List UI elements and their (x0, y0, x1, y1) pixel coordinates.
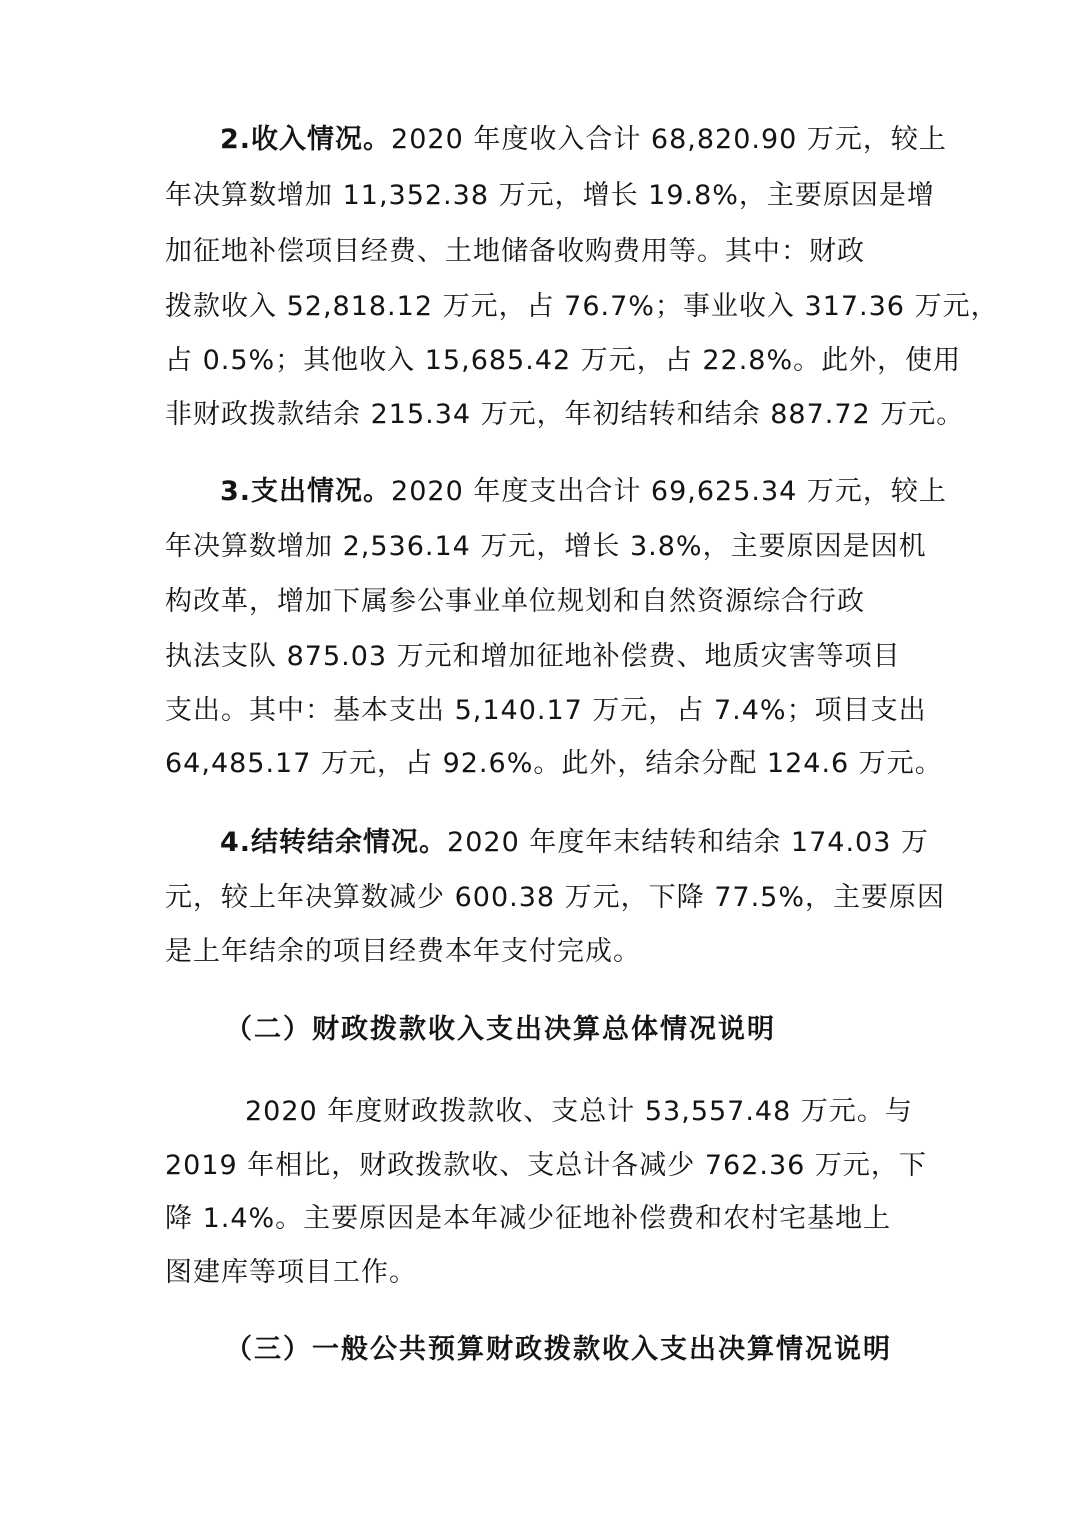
fiscal-summary-line: 图建库等项目工作。 (165, 1257, 417, 1288)
fiscal-summary-line: 2019 年相比，财政拨款收、支总计各减少 762.36 万元，下 (165, 1150, 927, 1181)
income-line: 年决算数增加 11,352.38 万元，增长 19.8%，主要原因是增 (165, 180, 935, 211)
general-budget-heading: （三）一般公共预算财政拨款收入支出决算情况说明 (225, 1334, 892, 1365)
expense-heading: 3.支出情况。 (220, 476, 392, 507)
expense-text: 2020 年度支出合计 69,625.34 万元，较上 (391, 476, 947, 507)
fiscal-summary-heading: （二）财政拨款收入支出决算总体情况说明 (225, 1014, 776, 1045)
carryover-heading: 4.结转结余情况。 (220, 827, 448, 858)
fiscal-summary-line: 2020 年度财政拨款收、支总计 53,557.48 万元。与 (245, 1096, 913, 1127)
income-text: 2020 年度收入合计 68,820.90 万元，较上 (391, 124, 947, 155)
income-line: 拨款收入 52,818.12 万元，占 76.7%；事业收入 317.36 万元， (165, 291, 999, 322)
income-line: 非财政拨款结余 215.34 万元，年初结转和结余 887.72 万元。 (165, 399, 965, 430)
carryover-text: 2020 年度年末结转和结余 174.03 万 (447, 827, 929, 858)
income-line: 加征地补偿项目经费、土地储备收购费用等。其中：财政 (165, 236, 865, 267)
expense-first-line (220, 474, 947, 510)
expense-line: 年决算数增加 2,536.14 万元，增长 3.8%，主要原因是因机 (165, 531, 927, 562)
expense-line: 执法支队 875.03 万元和增加征地补偿费、地质灾害等项目 (165, 641, 901, 672)
expense-line: 支出。其中：基本支出 5,140.17 万元，占 7.4%；项目支出 (165, 695, 927, 726)
fiscal-summary-line: 降 1.4%。主要原因是本年减少征地补偿费和农村宅基地上 (165, 1203, 892, 1234)
income-line: 占 0.5%；其他收入 15,685.42 万元，占 22.8%。此外，使用 (165, 345, 962, 376)
expense-line: 构改革，增加下属参公事业单位规划和自然资源综合行政 (165, 586, 865, 617)
carryover-line: 是上年结余的项目经费本年支付完成。 (165, 936, 641, 967)
income-first-line (220, 122, 947, 158)
carryover-line: 元，较上年决算数减少 600.38 万元，下降 77.5%，主要原因 (165, 882, 945, 913)
expense-line: 64,485.17 万元，占 92.6%。此外，结余分配 124.6 万元。 (165, 748, 943, 779)
carryover-first-line (220, 825, 929, 861)
income-heading: 2.收入情况。 (220, 124, 392, 155)
